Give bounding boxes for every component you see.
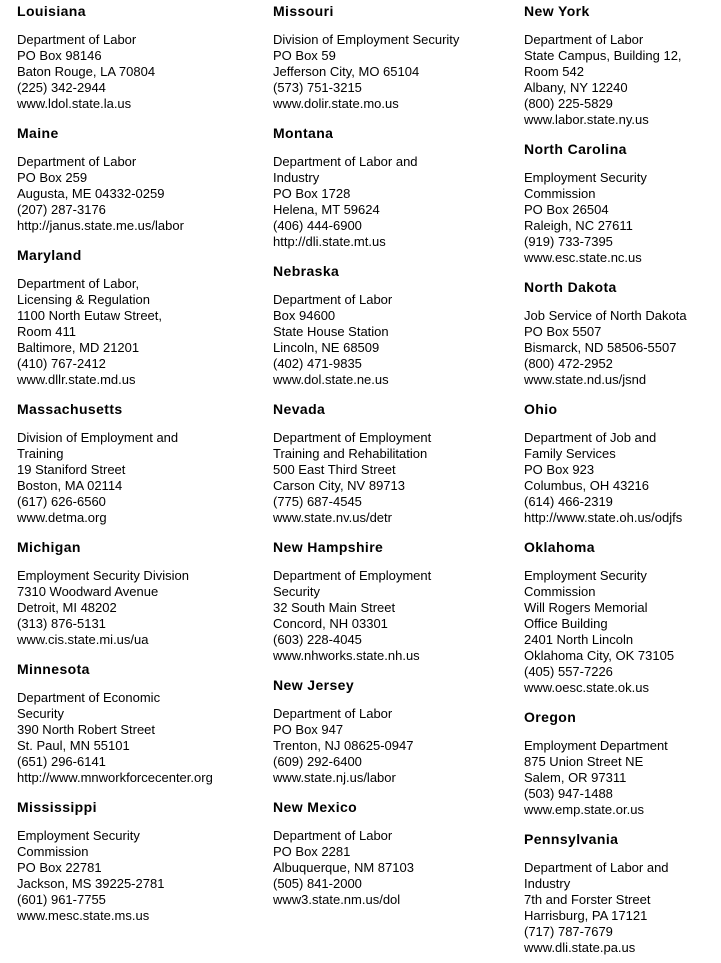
- address-line: Job Service of North Dakota: [524, 308, 687, 323]
- address-line: Employment Security Division: [17, 568, 189, 583]
- state-entry-pennsylvania: [524, 831, 721, 956]
- state-heading-nevada: Nevada: [273, 401, 326, 417]
- address-line: Commission: [524, 186, 596, 201]
- state-entry-nevada: [273, 401, 524, 526]
- address-line: www.ldol.state.la.us: [17, 96, 132, 111]
- address-line: Security: [273, 584, 320, 599]
- state-heading-mississippi: Mississippi: [17, 799, 97, 815]
- state-entry-new-jersey: [273, 677, 524, 786]
- state-heading-oregon: Oregon: [524, 709, 577, 725]
- address-line: Department of Labor: [17, 32, 137, 47]
- address-line: Bismarck, ND 58506-5507: [524, 340, 677, 355]
- address-line: www.nhworks.state.nh.us: [273, 648, 420, 663]
- address-line: Family Services: [524, 446, 616, 461]
- state-heading-new-hampshire: New Hampshire: [273, 539, 384, 555]
- address-line: www.dli.state.pa.us: [524, 940, 636, 955]
- address-line: Commission: [524, 584, 596, 599]
- address-line: Security: [17, 706, 64, 721]
- state-heading-louisiana: Louisiana: [17, 3, 86, 19]
- state-heading-michigan: Michigan: [17, 539, 81, 555]
- state-entry-michigan: [17, 539, 273, 648]
- address-line: (775) 687-4545: [273, 494, 362, 509]
- address-line: Department of Job and: [524, 430, 657, 445]
- state-entry-north-dakota: [524, 279, 721, 388]
- address-line: Room 542: [524, 64, 584, 79]
- state-entry-maine: [17, 125, 273, 234]
- address-line: Department of Employment: [273, 568, 432, 583]
- address-line: http://dli.state.mt.us: [273, 234, 386, 249]
- address-line: (207) 287-3176: [17, 202, 106, 217]
- address-line: 7310 Woodward Avenue: [17, 584, 159, 599]
- address-line: Training: [17, 446, 64, 461]
- address-line: Salem, OR 97311: [524, 770, 627, 785]
- address-line: Employment Department: [524, 738, 668, 753]
- address-line: Industry: [273, 170, 320, 185]
- directory-column-1: [17, 3, 273, 963]
- address-line: Trenton, NJ 08625-0947: [273, 738, 414, 753]
- state-heading-oklahoma: Oklahoma: [524, 539, 595, 555]
- address-line: (617) 626-6560: [17, 494, 106, 509]
- address-line: www.state.nd.us/jsnd: [524, 372, 647, 387]
- address-line: Room 411: [17, 324, 77, 339]
- state-heading-missouri: Missouri: [273, 3, 334, 19]
- address-line: (410) 767-2412: [17, 356, 106, 371]
- address-line: PO Box 1728: [273, 186, 351, 201]
- address-line: State Campus, Building 12,: [524, 48, 682, 63]
- address-line: Harrisburg, PA 17121: [524, 908, 648, 923]
- address-line: Helena, MT 59624: [273, 202, 380, 217]
- state-entry-ohio: [524, 401, 721, 526]
- address-line: PO Box 5507: [524, 324, 602, 339]
- address-line: www.state.nj.us/labor: [273, 770, 396, 785]
- address-line: Licensing & Regulation: [17, 292, 150, 307]
- address-line: St. Paul, MN 55101: [17, 738, 130, 753]
- address-line: www.mesc.state.ms.us: [17, 908, 150, 923]
- address-line: Oklahoma City, OK 73105: [524, 648, 675, 663]
- address-line: State House Station: [273, 324, 389, 339]
- address-line: PO Box 22781: [17, 860, 102, 875]
- address-line: Department of Labor: [17, 154, 137, 169]
- address-line: (402) 471-9835: [273, 356, 362, 371]
- address-line: Department of Labor and: [524, 860, 669, 875]
- address-line: www.detma.org: [17, 510, 107, 525]
- state-entry-new-hampshire: [273, 539, 524, 664]
- state-entry-massachusetts: [17, 401, 273, 526]
- address-line: www.dol.state.ne.us: [273, 372, 389, 387]
- address-line: Lincoln, NE 68509: [273, 340, 380, 355]
- address-line: (505) 841-2000: [273, 876, 362, 891]
- address-line: Department of Labor: [273, 706, 393, 721]
- address-line: (603) 228-4045: [273, 632, 362, 647]
- address-line: 2401 North Lincoln: [524, 632, 634, 647]
- directory-column-2: [273, 3, 524, 963]
- state-entry-new-mexico: [273, 799, 524, 908]
- address-line: PO Box 259: [17, 170, 88, 185]
- address-line: www3.state.nm.us/dol: [273, 892, 401, 907]
- address-line: Department of Economic: [17, 690, 161, 705]
- address-line: Baltimore, MD 21201: [17, 340, 140, 355]
- address-line: PO Box 923: [524, 462, 595, 477]
- address-line: Carson City, NV 89713: [273, 478, 405, 493]
- state-entry-montana: [273, 125, 524, 250]
- address-line: Department of Labor and: [273, 154, 418, 169]
- address-line: (919) 733-7395: [524, 234, 613, 249]
- address-line: Department of Labor: [524, 32, 644, 47]
- state-entry-oklahoma: [524, 539, 721, 696]
- address-line: Jefferson City, MO 65104: [273, 64, 420, 79]
- state-entry-north-carolina: [524, 141, 721, 266]
- address-line: (651) 296-6141: [17, 754, 106, 769]
- address-line: Albany, NY 12240: [524, 80, 628, 95]
- address-line: www.dolir.state.mo.us: [273, 96, 399, 111]
- address-line: www.cis.state.mi.us/ua: [17, 632, 149, 647]
- address-line: http://www.mnworkforcecenter.org: [17, 770, 213, 785]
- address-line: (313) 876-5131: [17, 616, 106, 631]
- address-line: http://www.state.oh.us/odjfs: [524, 510, 683, 525]
- address-line: (406) 444-6900: [273, 218, 362, 233]
- address-line: 875 Union Street NE: [524, 754, 644, 769]
- address-line: Division of Employment Security: [273, 32, 460, 47]
- directory-column-3: [524, 3, 721, 963]
- address-line: Department of Labor: [273, 292, 393, 307]
- address-line: Columbus, OH 43216: [524, 478, 650, 493]
- address-line: PO Box 59: [273, 48, 336, 63]
- address-line: Augusta, ME 04332-0259: [17, 186, 165, 201]
- state-heading-new-york: New York: [524, 3, 590, 19]
- address-line: www.labor.state.ny.us: [524, 112, 649, 127]
- address-line: 500 East Third Street: [273, 462, 396, 477]
- address-line: PO Box 26504: [524, 202, 609, 217]
- address-line: Concord, NH 03301: [273, 616, 388, 631]
- state-entry-minnesota: [17, 661, 273, 786]
- address-line: Boston, MA 02114: [17, 478, 123, 493]
- state-heading-maryland: Maryland: [17, 247, 82, 263]
- address-line: Raleigh, NC 27611: [524, 218, 633, 233]
- address-line: Jackson, MS 39225-2781: [17, 876, 165, 891]
- address-line: Will Rogers Memorial: [524, 600, 648, 615]
- state-heading-massachusetts: Massachusetts: [17, 401, 123, 417]
- address-line: 7th and Forster Street: [524, 892, 651, 907]
- address-line: 32 South Main Street: [273, 600, 396, 615]
- state-heading-nebraska: Nebraska: [273, 263, 340, 279]
- state-heading-north-carolina: North Carolina: [524, 141, 627, 157]
- address-line: (573) 751-3215: [273, 80, 362, 95]
- address-line: Training and Rehabilitation: [273, 446, 428, 461]
- address-line: Baton Rouge, LA 70804: [17, 64, 156, 79]
- address-line: www.esc.state.nc.us: [524, 250, 642, 265]
- address-line: Albuquerque, NM 87103: [273, 860, 414, 875]
- state-heading-ohio: Ohio: [524, 401, 558, 417]
- address-line: (800) 225-5829: [524, 96, 613, 111]
- address-line: PO Box 2281: [273, 844, 351, 859]
- state-entry-mississippi: [17, 799, 273, 924]
- address-line: (503) 947-1488: [524, 786, 613, 801]
- state-entry-nebraska: [273, 263, 524, 388]
- address-line: (800) 472-2952: [524, 356, 613, 371]
- address-line: www.state.nv.us/detr: [273, 510, 392, 525]
- address-line: (225) 342-2944: [17, 80, 106, 95]
- address-line: (614) 466-2319: [524, 494, 613, 509]
- address-line: Box 94600: [273, 308, 336, 323]
- address-line: (717) 787-7679: [524, 924, 613, 939]
- state-heading-pennsylvania: Pennsylvania: [524, 831, 619, 847]
- state-heading-new-mexico: New Mexico: [273, 799, 358, 815]
- address-line: www.dllr.state.md.us: [17, 372, 136, 387]
- address-line: 390 North Robert Street: [17, 722, 156, 737]
- state-entry-missouri: [273, 3, 524, 112]
- state-entry-oregon: [524, 709, 721, 818]
- address-line: PO Box 947: [273, 722, 344, 737]
- address-line: Office Building: [524, 616, 608, 631]
- address-line: 19 Staniford Street: [17, 462, 126, 477]
- address-line: 1100 North Eutaw Street,: [17, 308, 163, 323]
- state-entry-maryland: [17, 247, 273, 388]
- address-line: Employment Security: [524, 170, 647, 185]
- address-line: (601) 961-7755: [17, 892, 106, 907]
- address-line: Department of Labor,: [17, 276, 140, 291]
- state-entry-louisiana: [17, 3, 273, 112]
- address-line: Industry: [524, 876, 571, 891]
- address-line: Commission: [17, 844, 89, 859]
- address-line: Department of Employment: [273, 430, 432, 445]
- state-entry-new-york: [524, 3, 721, 128]
- address-line: www.oesc.state.ok.us: [524, 680, 649, 695]
- address-line: Department of Labor: [273, 828, 393, 843]
- address-line: Division of Employment and: [17, 430, 179, 445]
- address-line: Employment Security: [17, 828, 140, 843]
- address-line: PO Box 98146: [17, 48, 102, 63]
- state-heading-maine: Maine: [17, 125, 59, 141]
- state-heading-new-jersey: New Jersey: [273, 677, 355, 693]
- address-line: (405) 557-7226: [524, 664, 613, 679]
- address-line: www.emp.state.or.us: [524, 802, 644, 817]
- state-heading-minnesota: Minnesota: [17, 661, 90, 677]
- state-heading-north-dakota: North Dakota: [524, 279, 617, 295]
- address-line: http://janus.state.me.us/labor: [17, 218, 184, 233]
- address-line: (609) 292-6400: [273, 754, 362, 769]
- state-heading-montana: Montana: [273, 125, 334, 141]
- address-line: Employment Security: [524, 568, 647, 583]
- address-line: Detroit, MI 48202: [17, 600, 117, 615]
